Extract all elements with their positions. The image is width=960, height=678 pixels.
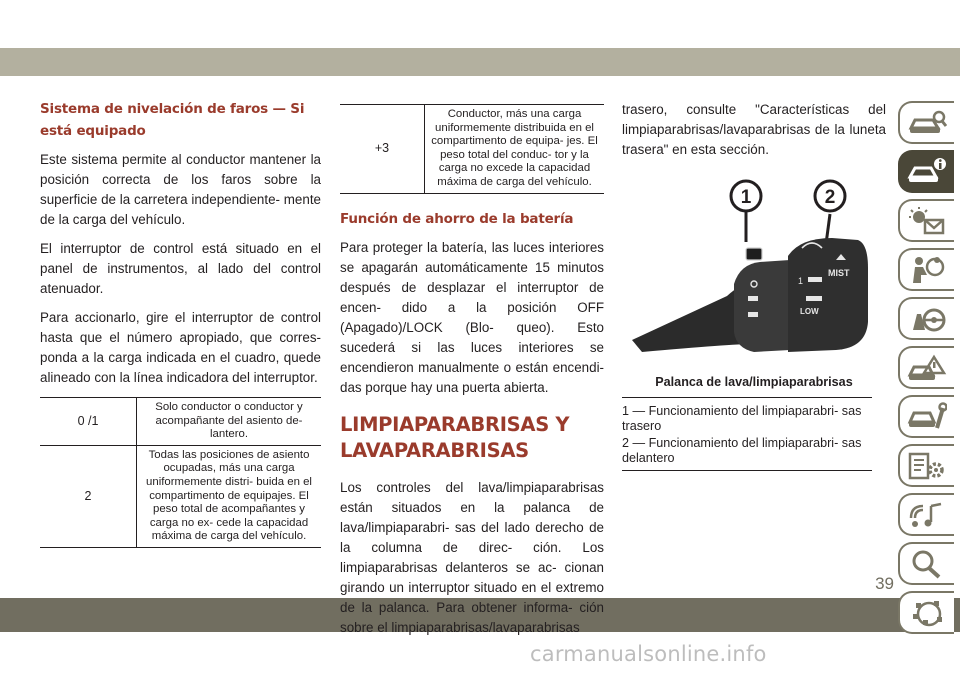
tab-servicing[interactable] (898, 395, 954, 438)
car-info-icon (907, 157, 947, 187)
tab-starting-operating[interactable] (898, 297, 954, 340)
tab-car-info[interactable] (898, 150, 954, 193)
chapter-tabs (898, 101, 960, 640)
header-band (0, 48, 960, 76)
stalk-position-1: 1 (798, 276, 804, 286)
table-cell-key: +3 (340, 105, 425, 194)
tab-index[interactable] (898, 591, 954, 634)
battery-saver-heading: Función de ahorro de la batería (340, 210, 574, 227)
index-icon (907, 598, 947, 628)
steering-wheel-icon (907, 304, 947, 334)
page-number: 39 (875, 574, 894, 593)
column-right (622, 104, 886, 471)
paragraph: El interruptor de control está situado en el panel de instrumentos, al lado del control atenuador. (40, 241, 321, 296)
table-cell-key: 2 (40, 445, 137, 547)
callout-2-label: 2 (824, 187, 836, 208)
roadside-emergency-icon (907, 353, 947, 383)
figure-legend (622, 397, 872, 471)
legend-item: 2 — Funcionamiento del limpiaparabri- sas delantero (622, 436, 862, 465)
legend-item: 1 — Funcionamiento del limpiaparabri- sas trasero (622, 404, 862, 433)
rear-wiper-icon (746, 248, 762, 260)
paragraph: Para accionarlo, gire el interruptor de control hasta que el número apropiado, que corres- ponda a la carga indicada en el cuadro, quede alineado con la línea indicadora del interruptor. (40, 310, 321, 385)
paragraph: Para proteger la batería, las luces interiores se apagarán automáticamente 15 minutos después de desplazar el interruptor de encen- dido a la posición OFF (Apagado)/LOCK (Blo- queo). Esto sucederá si las luces interiores se encendieron manualmente o están encendi- das porque hay una puerta abierta. (340, 239, 604, 395)
stalk-low-label: LOW (800, 307, 819, 316)
tab-specifications[interactable] (898, 444, 954, 487)
table-cell-key: 0 /1 (40, 398, 137, 446)
table-row (40, 398, 321, 446)
callout-1 (731, 181, 761, 242)
warning-lights-message-icon (907, 206, 947, 236)
tab-multimedia[interactable] (898, 493, 954, 536)
search-icon (907, 549, 947, 579)
wiper-stalk-illustration (622, 172, 886, 352)
column-left (40, 98, 321, 548)
watermark-text: carmanualsonline.info (530, 642, 767, 666)
car-inspection-icon (907, 108, 947, 138)
specifications-gear-icon (907, 451, 947, 481)
stalk-mist-label: MIST (828, 268, 850, 278)
table-row (340, 105, 604, 194)
stalk-head (788, 238, 868, 352)
callout-1-label: 1 (740, 187, 752, 208)
car-service-wrench-icon (907, 402, 947, 432)
table-cell-value: Todas las posiciones de asiento ocupadas, más una carga uniformemente distri- buida en el compartimento de equipajes. El peso total de acompañantes y carga no ex- cede la capacidad máxima de carga del vehículo. (137, 445, 322, 547)
column-middle (340, 104, 604, 647)
wipers-section-heading: LIMPIAPARABRISAS Y LAVAPARABRISAS (340, 412, 570, 462)
safety-airbag-icon (907, 255, 947, 285)
load-table-continued (340, 104, 604, 194)
table-cell-value: Conductor, más una carga uniformemente distribuida en el compartimento de equipa- jes. El peso total del conduc- tor y la carga no excede la capacidad máxima de carga del vehículo. (425, 105, 605, 194)
table-cell-value: Solo conductor o conductor y acompañante del asiento de- lantero. (137, 398, 322, 446)
paragraph: Los controles del lava/limpiaparabrisas están situados en la palanca de lava/limpiaparabri- sas del lado derecho de la columna de direc- ción. Los limpiaparabrisas delanteros se ac- cionan girando un interruptor situado en el extremo de la palanca. Para obtener informa- ción sobre el limpiaparabrisas/lavaparabrisas (340, 479, 604, 635)
stalk-collar (734, 260, 790, 352)
load-table (40, 397, 321, 548)
paragraph: trasero, consulte "Características del limpiaparabrisas/lavaparabrisas de la luneta trasera" en esta sección. (622, 102, 886, 157)
tab-warning-lights[interactable] (898, 199, 954, 242)
table-row (40, 445, 321, 547)
paragraph: Este sistema permite al conductor mantener la posición correcta de los faros sobre la superficie de la carretera independiente- mente de la carga del vehículo. (40, 152, 321, 227)
headlight-leveling-heading: Sistema de nivelación de faros — Si está equipado (40, 101, 305, 139)
tab-safety[interactable] (898, 248, 954, 291)
wiper-stalk-figure (622, 172, 886, 353)
multimedia-icon (907, 500, 947, 530)
tab-car-inspection[interactable] (898, 101, 954, 144)
callout-2 (815, 181, 845, 244)
tab-search[interactable] (898, 542, 954, 585)
figure-caption: Palanca de lava/limpiaparabrisas (655, 375, 853, 389)
tab-emergency[interactable] (898, 346, 954, 389)
